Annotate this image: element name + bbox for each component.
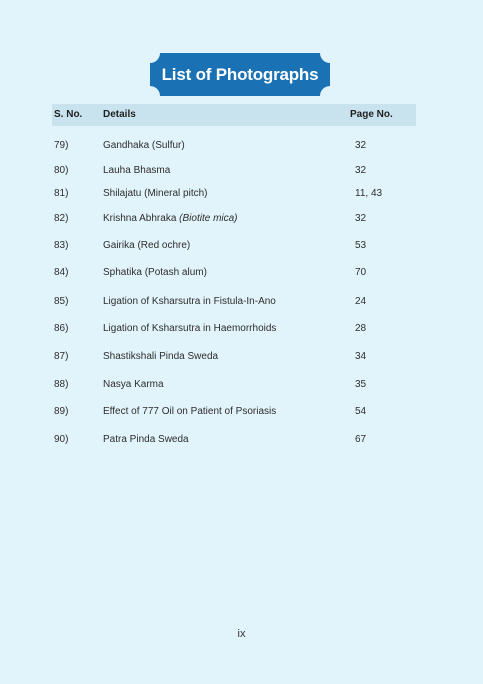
item-page: 34 xyxy=(355,351,367,362)
item-details xyxy=(103,164,170,178)
item-details xyxy=(103,239,190,253)
list-item xyxy=(0,405,483,419)
item-details-text: Nasya Karma xyxy=(103,379,164,390)
item-details xyxy=(103,295,276,309)
item-details xyxy=(103,405,276,419)
item-details-italic: (Biotite mica) xyxy=(179,213,238,224)
item-details-text: Shastikshali Pinda Sweda xyxy=(103,351,219,362)
item-details xyxy=(103,378,164,392)
item-page: 53 xyxy=(355,240,367,251)
item-details xyxy=(103,322,276,336)
item-details-text: Sphatika (Potash alum) xyxy=(103,267,207,278)
item-sno: 90) xyxy=(54,434,69,445)
item-page: 35 xyxy=(355,379,367,390)
header-page: Page No. xyxy=(350,109,393,120)
item-sno: 86) xyxy=(54,323,69,334)
item-page: 32 xyxy=(355,140,367,151)
item-sno: 85) xyxy=(54,296,69,307)
list-item xyxy=(0,212,483,226)
list-item xyxy=(0,187,483,201)
item-details xyxy=(103,139,185,153)
item-sno: 79) xyxy=(54,140,69,151)
item-page: 28 xyxy=(355,323,367,334)
item-sno: 80) xyxy=(54,165,69,176)
list-item xyxy=(0,139,483,153)
item-details-text: Lauha Bhasma xyxy=(103,165,171,176)
item-details-text: Shilajatu (Mineral pitch) xyxy=(103,188,208,199)
item-details-text: Gairika (Red ochre) xyxy=(103,240,191,251)
page-number: ix xyxy=(237,628,246,640)
table-header xyxy=(52,104,416,126)
item-page: 67 xyxy=(355,434,367,445)
title-banner xyxy=(150,53,330,96)
item-sno: 84) xyxy=(54,267,69,278)
item-details-text: Effect of 777 Oil on Patient of Psoriasis xyxy=(103,406,277,417)
list-item xyxy=(0,350,483,364)
item-details xyxy=(103,266,207,280)
list-item xyxy=(0,239,483,253)
list-item xyxy=(0,164,483,178)
list-item xyxy=(0,266,483,280)
item-details-text: Ligation of Ksharsutra in Fistula-In-Ano xyxy=(103,296,276,307)
item-sno: 87) xyxy=(54,351,69,362)
header-details: Details xyxy=(103,109,136,120)
item-sno: 82) xyxy=(54,213,69,224)
item-details xyxy=(103,187,208,201)
list-item xyxy=(0,433,483,447)
item-page: 32 xyxy=(355,213,367,224)
item-sno: 83) xyxy=(54,240,69,251)
list-item xyxy=(0,322,483,336)
item-page: 24 xyxy=(355,296,367,307)
page-title: List of Photographs xyxy=(161,65,319,84)
item-details xyxy=(103,350,218,364)
item-sno: 88) xyxy=(54,379,69,390)
item-page: 11, 43 xyxy=(355,188,383,199)
item-details-text: Krishna Abhraka xyxy=(103,213,180,224)
list-item xyxy=(0,378,483,392)
item-details xyxy=(103,433,189,447)
list-item xyxy=(0,295,483,309)
item-sno: 89) xyxy=(54,406,69,417)
item-page: 70 xyxy=(355,267,367,278)
header-sno: S. No. xyxy=(54,109,83,120)
item-details xyxy=(103,212,238,226)
item-details-text: Ligation of Ksharsutra in Haemorrhoids xyxy=(103,323,277,334)
item-details-text: Gandhaka (Sulfur) xyxy=(103,140,185,151)
item-page: 32 xyxy=(355,165,367,176)
item-details-text: Patra Pinda Sweda xyxy=(103,434,189,445)
item-sno: 81) xyxy=(54,188,69,199)
item-page: 54 xyxy=(355,406,367,417)
